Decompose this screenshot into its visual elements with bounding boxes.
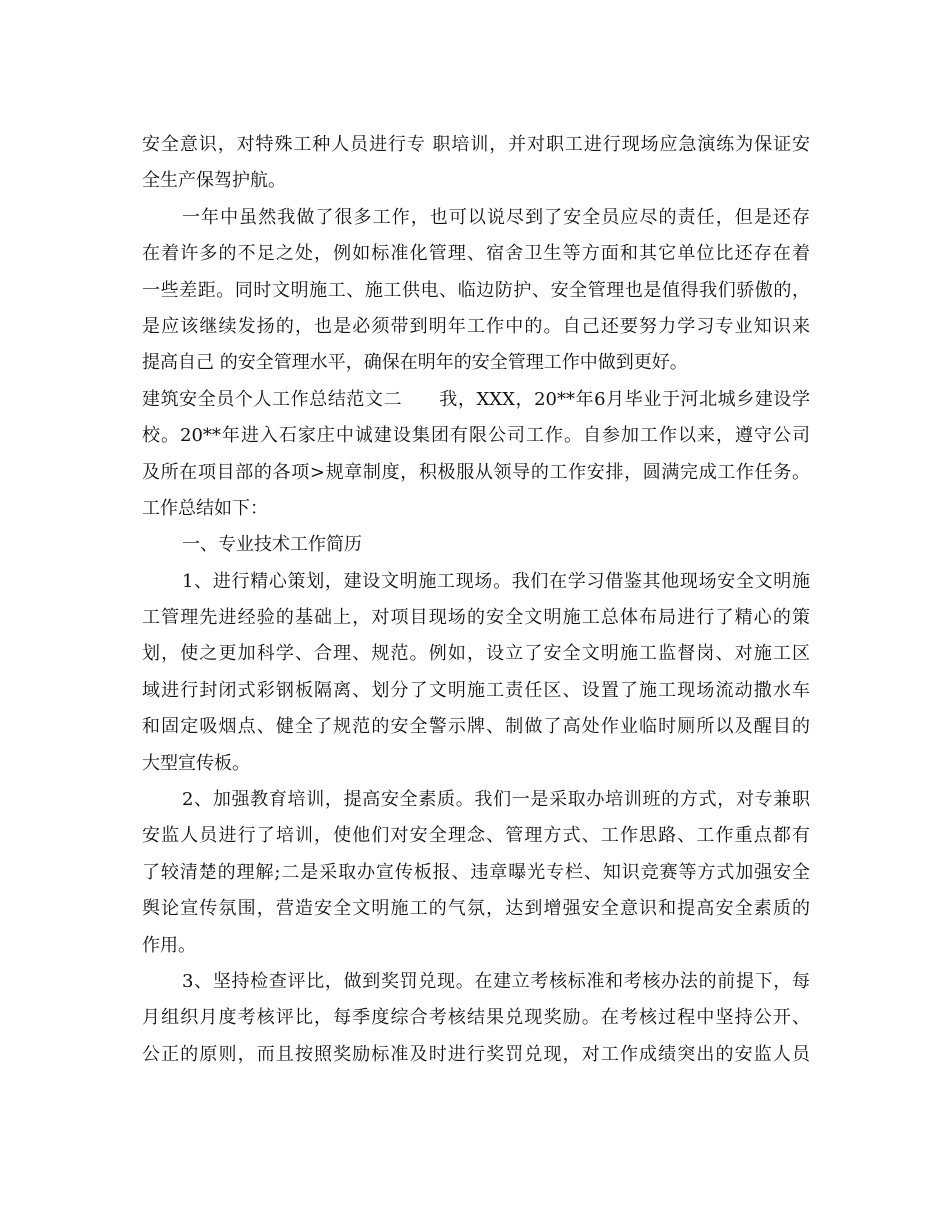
text-line: 1、进行精心策划，建设文明施工现场。我们在学习借鉴其他现场安全文明施 — [182, 570, 810, 592]
text-line: 划，使之更加科学、合理、规范。例如，设立了安全文明施工监督岗、对施工区 — [142, 643, 810, 665]
text-line: 作用。 — [142, 934, 196, 956]
text-line: 全生产保驾护航。 — [142, 170, 286, 192]
text-line: 及所在项目部的各项>规章制度，积极服从领导的工作安排，圆满完成工作任务。 — [142, 461, 810, 483]
text-line: 3、坚持检查评比，做到奖罚兑现。在建立考核标准和考核办法的前提下，每 — [182, 970, 810, 992]
text-line: 了较清楚的理解;二是采取办宣传板报、违章曝光专栏、知识竞赛等方式加强安全 — [142, 861, 810, 883]
text-line: 月组织月度考核评比，每季度综合考核结果兑现奖励。在考核过程中坚持公开、 — [142, 1007, 810, 1029]
text-line: 提高自己 的安全管理水平，确保在明年的安全管理工作中做到更好。 — [142, 352, 688, 374]
text-line: 一年中虽然我做了很多工作，也可以说尽到了安全员应尽的责任，但是还存 — [182, 206, 810, 228]
text-line: 是应该继续发扬的，也是必须带到明年工作中的。自己还要努力学习专业知识来 — [142, 315, 810, 337]
document-body — [142, 127, 810, 1073]
text-line: 域进行封闭式彩钢板隔离、划分了文明施工责任区、设置了施工现场流动撒水车 — [142, 679, 810, 701]
text-line: 公正的原则，而且按照奖励标准及时进行奖罚兑现，对工作成绩突出的安监人员 — [142, 1043, 810, 1065]
text-line: 舆论宣传氛围，营造安全文明施工的气氛，达到增强安全意识和提高安全素质的 — [142, 898, 810, 920]
text-line: 一些差距。同时文明施工、施工供电、临边防护、安全管理也是值得我们骄傲的， — [142, 279, 810, 301]
text-line: 工作总结如下： — [142, 497, 268, 519]
text-line: 安全意识，对特殊工种人员进行专 职培训，并对职工进行现场应急演练为保证安 — [142, 134, 810, 155]
text-line: 和固定吸烟点、健全了规范的安全警示牌、制做了高处作业临时厕所以及醒目的 — [142, 716, 810, 738]
text-line: 安监人员进行了培训，使他们对安全理念、管理方式、工作思路、工作重点都有 — [142, 825, 810, 847]
text-line: 校。20**年进入石家庄中诚建设集团有限公司工作。自参加工作以来，遵守公司 — [142, 425, 810, 447]
text-line: 大型宣传板。 — [142, 752, 250, 774]
text-line: 2、加强教育培训，提高安全素质。我们一是采取办培训班的方式，对专兼职 — [182, 789, 810, 811]
text-line: 工管理先进经验的基础上，对项目现场的安全文明施工总体布局进行了精心的策 — [142, 607, 810, 629]
text-line: 在着许多的不足之处，例如标准化管理、宿舍卫生等方面和其它单位比还存在着 — [142, 243, 810, 265]
subheading-line: 一、专业技术工作简历 — [182, 534, 362, 556]
section-heading-line: 建筑安全员个人工作总结范文二 我，XXX，20**年6月毕业于河北城乡建设学 — [142, 388, 810, 410]
